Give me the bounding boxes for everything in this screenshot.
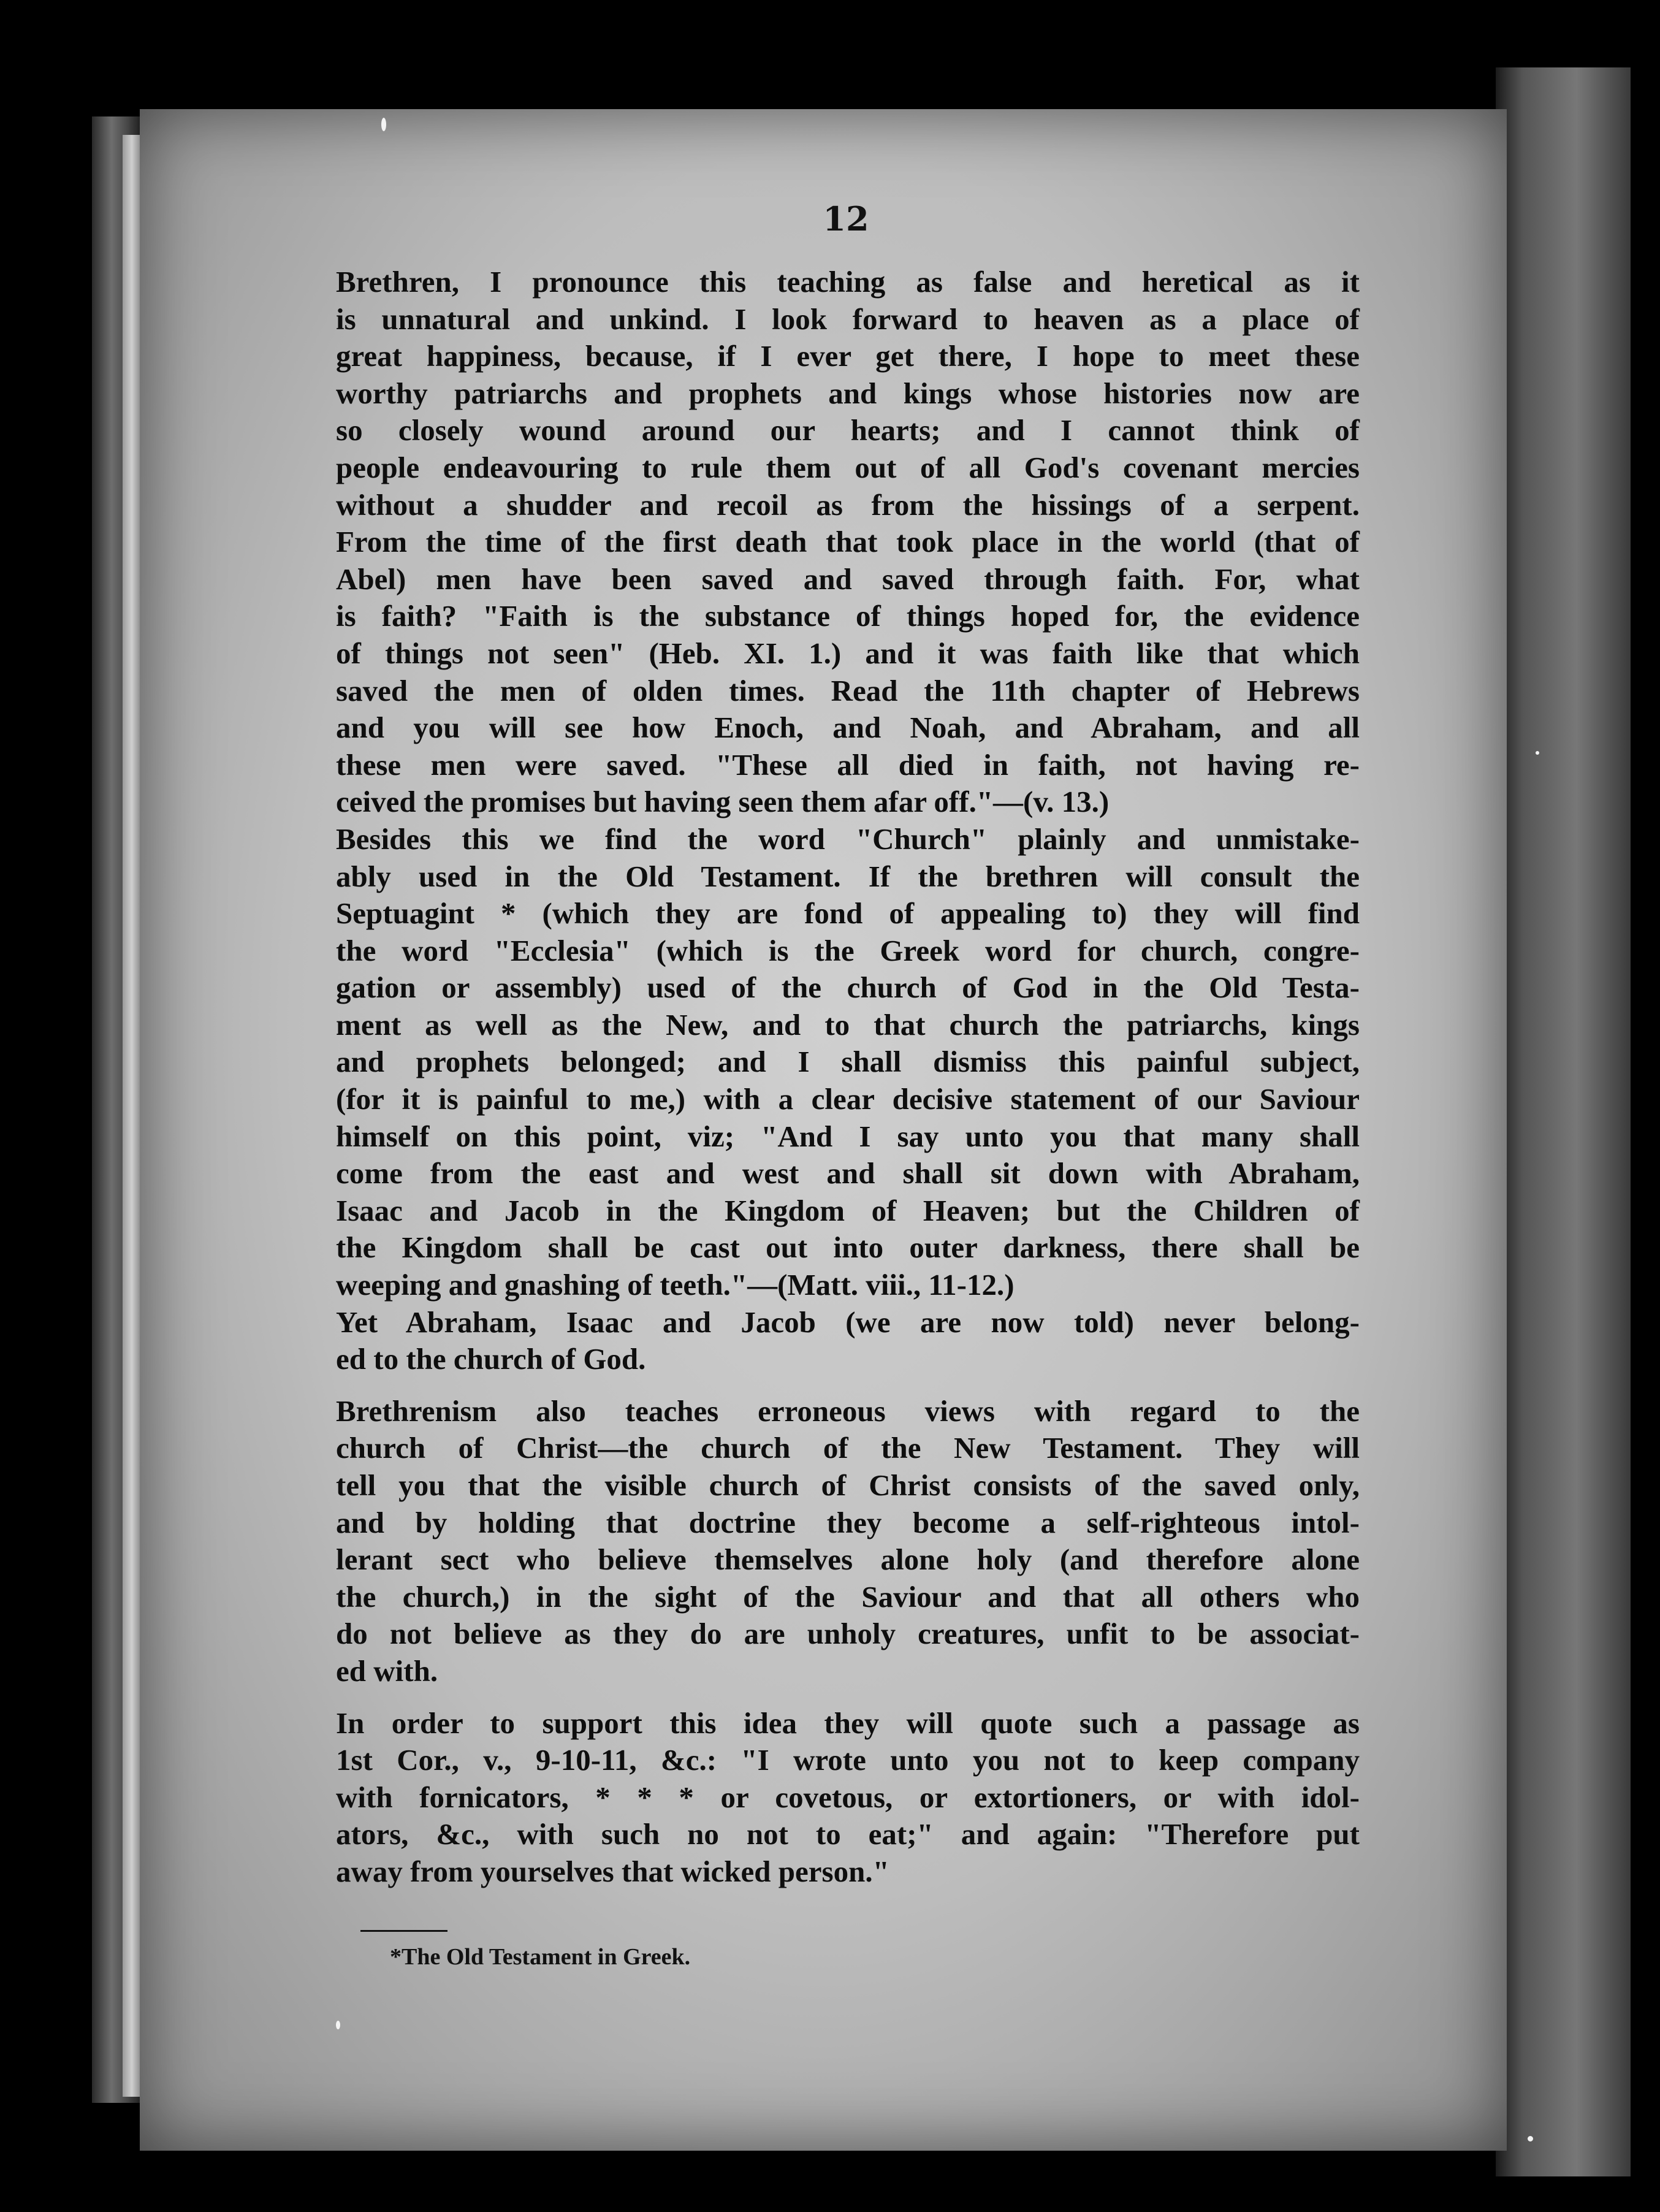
text-line: without a shudder and recoil as from the hissings of a serpent.: [336, 487, 1360, 522]
text-line: of things not seen" (Heb. XI. 1.) and it was faith like that which: [336, 636, 1360, 670]
text-line: and prophets belonged; and I shall dismiss this painful subject,: [336, 1045, 1360, 1079]
text-line: the church,) in the sight of the Saviour and that all others who: [336, 1579, 1360, 1614]
dust-speck: [336, 2021, 340, 2029]
text-line: From the time of the first death that took place in the world (that of: [336, 525, 1360, 559]
text-line: ceived the promises but having seen them afar off."—(v. 13.): [336, 785, 1110, 819]
text-line: Septuagint * (which they are fond of appealing to) they will find: [336, 896, 1360, 931]
text-line: the Kingdom shall be cast out into outer darkness, there shall be: [336, 1230, 1360, 1265]
text-line: do not believe as they do are unholy creatures, unfit to be associat-: [336, 1617, 1360, 1651]
text-line: saved the men of olden times. Read the 11th chapter of Hebrews: [336, 673, 1360, 707]
paragraph: [336, 264, 1360, 821]
text-line: ed with.: [336, 1653, 438, 1688]
paragraph-gap: [336, 1690, 1360, 1705]
text-line: (for it is painful to me,) with a clear decisive statement of our Saviour: [336, 1082, 1360, 1116]
paragraph: [336, 821, 1360, 1304]
text-line: ators, &c., with such no not to eat;" and again: "Therefore put: [336, 1817, 1360, 1852]
text-line: and by holding that doctrine they become a self-righteous intol-: [336, 1505, 1360, 1539]
page-body: [336, 264, 1360, 1891]
text-line: gation or assembly) used of the church of God in the Old Testa-: [336, 971, 1360, 1005]
text-line: ably used in the Old Testament. If the brethren will consult the: [336, 859, 1360, 893]
paragraph: [336, 1393, 1360, 1690]
text-line: Brethren, I pronounce this teaching as false and heretical as it: [336, 265, 1360, 299]
dust-speck: [1528, 2136, 1533, 2141]
text-line: people endeavouring to rule them out of all God's covenant mercies: [336, 450, 1360, 484]
text-line: is faith? "Faith is the substance of things hoped for, the evidence: [336, 599, 1360, 633]
paragraph: [336, 1304, 1360, 1378]
text-line: himself on this point, viz; "And I say unto you that many shall: [336, 1119, 1360, 1153]
facing-page-edge: [1496, 67, 1631, 2176]
paragraph: [336, 1705, 1360, 1891]
dust-speck: [1536, 751, 1539, 755]
page-number: 12: [823, 199, 869, 238]
page-stack-edge: [123, 135, 141, 2097]
text-line: church of Christ—the church of the New Testament. They will: [336, 1431, 1360, 1465]
text-line: these men were saved. "These all died in faith, not having re-: [336, 747, 1360, 782]
text-line: ment as well as the New, and to that church the patriarchs, kings: [336, 1007, 1360, 1042]
text-line: with fornicators, * * * or covetous, or extortioners, or with idol-: [336, 1780, 1360, 1814]
footnote-rule: [360, 1930, 447, 1932]
text-line: away from yourselves that wicked person.": [336, 1854, 889, 1888]
text-line: Yet Abraham, Isaac and Jacob (we are now told) never belong-: [336, 1305, 1360, 1339]
text-line: tell you that the visible church of Christ consists of the saved only,: [336, 1468, 1360, 1502]
text-line: Isaac and Jacob in the Kingdom of Heaven; but the Children of: [336, 1193, 1360, 1227]
text-line: and you will see how Enoch, and Noah, and Abraham, and all: [336, 711, 1360, 745]
text-line: Besides this we find the word "Church" plainly and unmistake-: [336, 822, 1360, 856]
text-line: worthy patriarchs and prophets and kings whose histories now are: [336, 376, 1360, 410]
text-line: so closely wound around our hearts; and I cannot think of: [336, 413, 1360, 448]
text-line: lerant sect who believe themselves alone holy (and therefore alone: [336, 1543, 1360, 1577]
paragraph-gap: [336, 1378, 1360, 1393]
text-line: great happiness, because, if I ever get there, I hope to meet these: [336, 339, 1360, 373]
text-line: is unnatural and unkind. I look forward to heaven as a place of: [336, 302, 1360, 336]
text-line: ed to the church of God.: [336, 1342, 646, 1376]
text-line: In order to support this idea they will quote such a passage as: [336, 1706, 1360, 1740]
text-line: the word "Ecclesia" (which is the Greek word for church, congre-: [336, 933, 1360, 967]
text-line: Brethrenism also teaches erroneous views with regard to the: [336, 1394, 1360, 1428]
text-line: 1st Cor., v., 9-10-11, &c.: "I wrote unto you not to keep company: [336, 1743, 1360, 1777]
footnote: *The Old Testament in Greek.: [390, 1944, 691, 1970]
dust-speck: [381, 118, 386, 131]
text-line: Abel) men have been saved and saved through faith. For, what: [336, 562, 1360, 596]
text-line: come from the east and west and shall sit down with Abraham,: [336, 1156, 1360, 1191]
text-line: weeping and gnashing of teeth."—(Matt. viii., 11-12.): [336, 1268, 1015, 1302]
